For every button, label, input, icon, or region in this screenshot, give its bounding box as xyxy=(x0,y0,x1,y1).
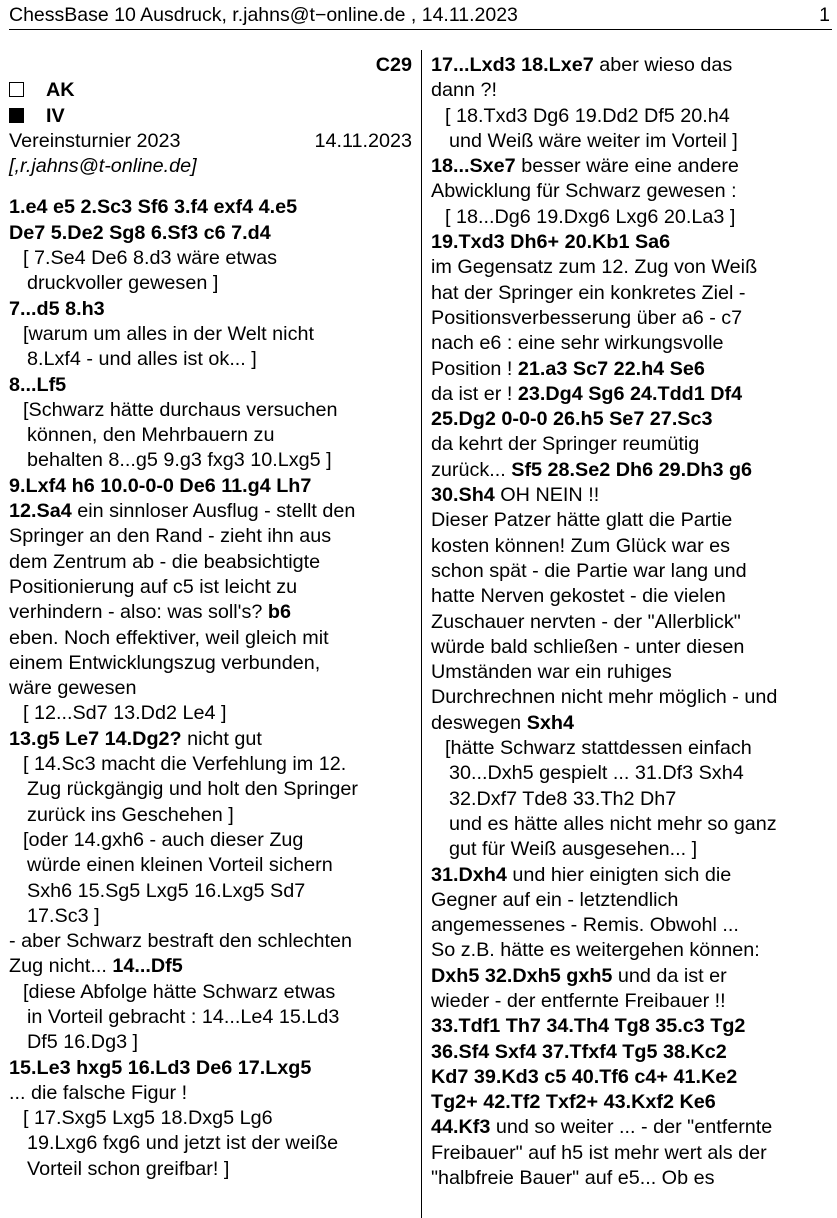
move-text: 15.Le3 hxg5 16.Ld3 De6 17.Lxg5 xyxy=(9,1056,312,1079)
text-line xyxy=(9,195,412,220)
text-line xyxy=(431,1166,829,1191)
comment-text: verhindern - also: was soll's? xyxy=(9,601,268,624)
move-text: 14...Df5 xyxy=(112,955,183,978)
comment-text: hat der Springer ein konkretes Ziel - xyxy=(431,281,746,304)
comment-text: Freibauer" auf h5 ist mehr wert als der xyxy=(431,1141,767,1164)
text-line xyxy=(9,600,412,625)
text-line xyxy=(9,954,412,979)
comment-text: wieder - der entfernte Freibauer !! xyxy=(431,989,726,1012)
comment-text: Zug nicht... xyxy=(9,955,113,978)
comment-text: [ 18.Txd3 Dg6 19.Dd2 Df5 20.h4 xyxy=(445,104,730,127)
text-line xyxy=(9,347,412,372)
text-line xyxy=(431,837,829,862)
text-line xyxy=(9,297,412,322)
text-line xyxy=(431,559,829,584)
comment-text: 17.Sc3 ] xyxy=(27,904,100,927)
text-line xyxy=(9,322,412,347)
column-divider xyxy=(421,50,422,1218)
text-line xyxy=(9,499,412,524)
text-line xyxy=(431,610,829,635)
move-text: 33.Tdf1 Th7 34.Th4 Tg8 35.c3 Tg2 xyxy=(431,1015,746,1038)
comment-text: Dieser Patzer hätte glatt die Partie xyxy=(431,509,733,532)
comment-text: "halbfreie Bauer" auf e5... Ob es xyxy=(431,1167,715,1190)
text-line xyxy=(431,407,829,432)
comment-text: Zug rückgängig und holt den Springer xyxy=(27,778,359,801)
comment-text: Durchrechnen nicht mehr möglich - und xyxy=(431,686,778,709)
move-text: 18...Sxe7 xyxy=(431,155,516,178)
comment-text: deswegen xyxy=(431,711,527,734)
text-line xyxy=(9,676,412,701)
comment-text: Umständen war ein ruhiges xyxy=(431,661,672,684)
comment-text: kosten können! Zum Glück war es xyxy=(431,534,731,557)
right-column xyxy=(431,53,829,1191)
text-line xyxy=(431,255,829,280)
move-text: 1.e4 e5 2.Sc3 Sf6 3.f4 exf4 4.e5 xyxy=(9,196,298,219)
text-line xyxy=(9,1081,412,1106)
text-line xyxy=(9,221,412,246)
text-line xyxy=(9,626,412,651)
text-line xyxy=(431,508,829,533)
comment-text: Springer an den Rand - zieht ihn aus xyxy=(9,525,332,548)
comment-text: einem Entwicklungszug verbunden, xyxy=(9,651,321,674)
comment-text: 8.Lxf4 - und alles ist ok... ] xyxy=(27,348,257,371)
comment-text: [hätte Schwarz stattdessen einfach xyxy=(445,737,752,760)
comment-text: dem Zentrum ab - die beabsichtigte xyxy=(9,550,321,573)
text-line xyxy=(431,964,829,989)
text-line xyxy=(431,281,829,306)
comment-text: [ 12...Sd7 13.Dd2 Le4 ] xyxy=(23,702,227,725)
move-text: 8...Lf5 xyxy=(9,373,67,396)
text-line xyxy=(431,534,829,559)
text-line xyxy=(9,373,412,398)
move-text: Dxh5 32.Dxh5 gxh5 xyxy=(431,964,613,987)
text-line xyxy=(9,524,412,549)
text-line xyxy=(9,980,412,1005)
move-text: 23.Dg4 Sg6 24.Tdd1 Df4 xyxy=(517,382,743,405)
comment-text: [oder 14.gxh6 - auch dieser Zug xyxy=(23,828,304,851)
comment-text: Gegner auf ein - letztendlich xyxy=(431,888,679,911)
text-line xyxy=(431,78,829,103)
text-line xyxy=(9,246,412,271)
move-text: Sxh4 xyxy=(526,711,574,734)
text-line xyxy=(431,1065,829,1090)
text-line xyxy=(9,1030,412,1055)
event-name: Vereinsturnier 2023 xyxy=(9,129,181,152)
text-line xyxy=(431,660,829,685)
comment-text: behalten 8...g5 9.g3 fxg3 10.Lxg5 ] xyxy=(27,449,332,472)
comment-text: angemessenes - Remis. Obwohl ... xyxy=(431,914,739,937)
text-line xyxy=(9,398,412,423)
game-date: 14.11.2023 xyxy=(314,129,412,152)
text-line xyxy=(9,879,412,904)
text-line xyxy=(9,803,412,828)
text-line xyxy=(431,635,829,660)
move-text: 7...d5 8.h3 xyxy=(9,297,105,320)
comment-text: - aber Schwarz bestraft den schlechten xyxy=(9,930,353,953)
text-line xyxy=(431,53,829,78)
move-text: 12.Sa4 xyxy=(9,500,72,523)
comment-text: würde einen kleinen Vorteil sichern xyxy=(27,854,333,877)
comment-text: da ist er ! xyxy=(431,382,518,405)
text-line xyxy=(431,812,829,837)
comment-text: So z.B. hätte es weitergehen können: xyxy=(431,939,760,962)
comment-text: [warum um alles in der Welt nicht xyxy=(23,322,314,345)
move-text: 44.Kf3 xyxy=(431,1116,491,1139)
header-title: ChessBase 10 Ausdruck, r.jahns@t−online.de , 14.11.2023 xyxy=(9,4,518,26)
page-number: 1 xyxy=(819,4,830,26)
text-line xyxy=(9,701,412,726)
comment-text: eben. Noch effektiver, weil gleich mit xyxy=(9,626,329,649)
text-line xyxy=(431,584,829,609)
text-line xyxy=(431,787,829,812)
comment-text: ... die falsche Figur ! xyxy=(9,1081,188,1104)
text-line xyxy=(431,938,829,963)
comment-text: wäre gewesen xyxy=(9,677,137,700)
move-text: 9.Lxf4 h6 10.0-0-0 De6 11.g4 Lh7 xyxy=(9,474,312,497)
text-line xyxy=(431,129,829,154)
left-moves xyxy=(9,195,412,1182)
page-header xyxy=(9,3,832,30)
text-line xyxy=(9,575,412,600)
comment-text: im Gegensatz zum 12. Zug von Weiß xyxy=(431,256,758,279)
comment-text: und da ist er xyxy=(612,964,727,987)
comment-text: [Schwarz hätte durchaus versuchen xyxy=(23,398,338,421)
white-square-icon xyxy=(9,82,24,97)
move-text: b6 xyxy=(267,601,291,624)
text-line xyxy=(431,205,829,230)
event-line xyxy=(9,129,412,154)
text-line xyxy=(9,929,412,954)
right-moves xyxy=(431,53,829,1191)
comment-text: zurück ins Geschehen ] xyxy=(27,803,234,826)
text-line xyxy=(431,913,829,938)
text-line xyxy=(431,863,829,888)
annotator: [,r.jahns@t-online.de] xyxy=(9,155,197,178)
move-text: 21.a3 Sc7 22.h4 Se6 xyxy=(517,357,705,380)
move-text: 13.g5 Le7 14.Dg2? xyxy=(9,727,182,750)
move-text: De7 5.De2 Sg8 6.Sf3 c6 7.d4 xyxy=(9,221,271,244)
comment-text: in Vorteil gebracht : 14...Le4 15.Ld3 xyxy=(27,1005,340,1028)
comment-text: können, den Mehrbauern zu xyxy=(27,424,275,447)
move-text: 17...Lxd3 18.Lxe7 xyxy=(431,54,594,76)
comment-text: [ 14.Sc3 macht die Verfehlung im 12. xyxy=(23,753,347,776)
text-line xyxy=(9,1005,412,1030)
move-text: 25.Dg2 0-0-0 26.h5 Se7 27.Sc3 xyxy=(431,408,713,431)
comment-text: OH NEIN !! xyxy=(494,484,600,507)
text-line xyxy=(9,448,412,473)
text-line xyxy=(431,382,829,407)
text-line xyxy=(9,727,412,752)
comment-text: [diese Abfolge hätte Schwarz etwas xyxy=(23,980,336,1003)
comment-text: da kehrt der Springer reumütig xyxy=(431,433,700,456)
comment-text: 19.Lxg6 fxg6 und jetzt ist der weiße xyxy=(27,1132,339,1155)
text-line xyxy=(9,423,412,448)
comment-text: und es hätte alles nicht mehr so ganz xyxy=(449,812,777,835)
text-line xyxy=(431,989,829,1014)
text-line xyxy=(431,154,829,179)
text-line xyxy=(9,828,412,853)
move-text: Tg2+ 42.Tf2 Txf2+ 43.Kxf2 Ke6 xyxy=(431,1091,716,1114)
comment-text: und hier einigten sich die xyxy=(506,863,732,886)
text-line xyxy=(9,904,412,929)
text-line xyxy=(431,458,829,483)
comment-text: Position ! xyxy=(431,357,518,380)
comment-text: [ 18...Dg6 19.Dxg6 Lxg6 20.La3 ] xyxy=(445,205,736,228)
comment-text: und so weiter ... - der "entfernte xyxy=(490,1116,773,1139)
text-line xyxy=(9,777,412,802)
text-line xyxy=(431,1040,829,1065)
comment-text: 32.Dxf7 Tde8 33.Th2 Dh7 xyxy=(449,787,677,810)
text-line xyxy=(9,853,412,878)
comment-text: dann ?! xyxy=(431,79,497,102)
text-line xyxy=(431,230,829,255)
comment-text: Zuschauer nervten - der "Allerblick" xyxy=(431,610,741,633)
comment-text: und Weiß wäre weiter im Vorteil ] xyxy=(449,129,738,152)
comment-text: würde bald schließen - unter diesen xyxy=(431,635,745,658)
comment-text: [ 17.Sxg5 Lxg5 18.Dxg5 Lg6 xyxy=(23,1107,273,1130)
move-text: 30.Sh4 xyxy=(431,484,495,507)
text-line xyxy=(431,1014,829,1039)
comment-text: gut für Weiß ausgesehen... ] xyxy=(449,838,698,861)
text-line xyxy=(9,1157,412,1182)
text-line xyxy=(431,357,829,382)
text-line xyxy=(9,1056,412,1081)
eco-code: C29 xyxy=(375,54,412,76)
move-text: Sf5 28.Se2 Dh6 29.Dh3 g6 xyxy=(511,458,753,481)
text-line xyxy=(431,711,829,736)
text-line xyxy=(431,483,829,508)
comment-text: Df5 16.Dg3 ] xyxy=(27,1031,139,1054)
text-line xyxy=(431,331,829,356)
black-player: IV xyxy=(9,104,412,129)
text-line xyxy=(431,179,829,204)
comment-text: nach e6 : eine sehr wirkungsvolle xyxy=(431,332,724,355)
comment-text: [ 7.Se4 De6 8.d3 wäre etwas xyxy=(23,247,278,270)
text-line xyxy=(431,104,829,129)
move-text: 19.Txd3 Dh6+ 20.Kb1 Sa6 xyxy=(431,231,671,254)
comment-text: schon spät - die Partie war lang und xyxy=(431,559,747,582)
text-line xyxy=(9,271,412,296)
text-line xyxy=(431,685,829,710)
text-line xyxy=(9,474,412,499)
comment-text: nicht gut xyxy=(181,727,262,750)
comment-text: Sxh6 15.Sg5 Lxg5 16.Lxg5 Sd7 xyxy=(27,879,306,902)
text-line xyxy=(9,1131,412,1156)
comment-text: 30...Dxh5 gespielt ... 31.Df3 Sxh4 xyxy=(449,762,744,785)
text-line xyxy=(431,1090,829,1115)
comment-text: zurück... xyxy=(431,458,512,481)
comment-text: druckvoller gewesen ] xyxy=(27,272,219,295)
comment-text: ein sinnloser Ausflug - stellt den xyxy=(71,500,356,523)
comment-text: Vorteil schon greifbar! ] xyxy=(27,1157,230,1180)
comment-text: hatte Nerven gekostet - die vielen xyxy=(431,585,726,608)
move-text: 31.Dxh4 xyxy=(431,863,507,886)
comment-text: Abwicklung für Schwarz gewesen : xyxy=(431,180,737,203)
white-player: AK xyxy=(9,78,412,103)
text-line xyxy=(9,550,412,575)
text-line xyxy=(431,888,829,913)
text-line xyxy=(9,651,412,676)
left-column xyxy=(9,53,412,1182)
spacer xyxy=(9,179,412,195)
text-line xyxy=(431,761,829,786)
text-line xyxy=(431,736,829,761)
comment-text: besser wäre eine andere xyxy=(515,155,739,178)
comment-text: aber wieso das xyxy=(593,54,733,76)
text-line xyxy=(431,432,829,457)
black-square-icon xyxy=(9,108,24,123)
text-line xyxy=(9,1106,412,1131)
text-line xyxy=(431,1141,829,1166)
comment-text: Positionsverbesserung über a6 - c7 xyxy=(431,306,743,329)
text-line xyxy=(431,306,829,331)
move-text: Kd7 39.Kd3 c5 40.Tf6 c4+ 41.Ke2 xyxy=(431,1065,738,1088)
move-text: 36.Sf4 Sxf4 37.Tfxf4 Tg5 38.Kc2 xyxy=(431,1040,727,1063)
comment-text: Positionierung auf c5 ist leicht zu xyxy=(9,575,298,598)
text-line xyxy=(431,1115,829,1140)
text-line xyxy=(9,752,412,777)
